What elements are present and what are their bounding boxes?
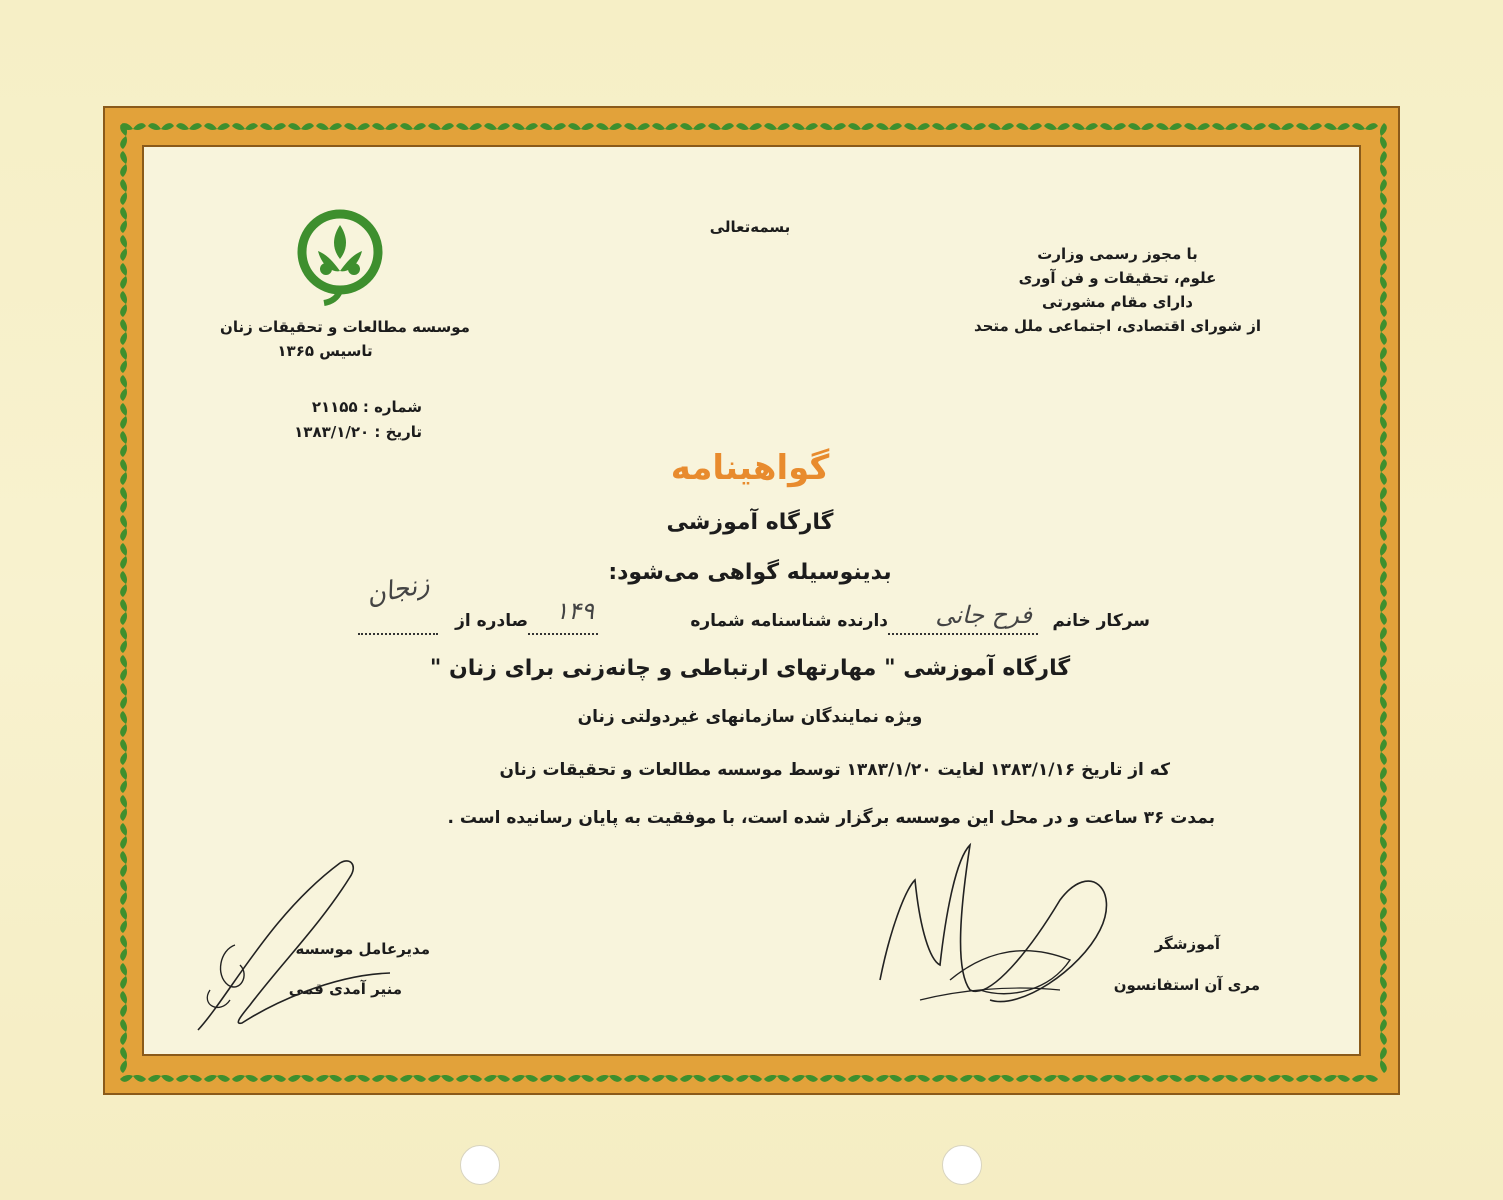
declaration-text: بدینوسیله گواهی می‌شود: — [608, 560, 892, 585]
license-line: علوم، تحقیقات و فن آوری — [1018, 269, 1217, 287]
recipient-prefix: سرکار خانم — [1052, 611, 1150, 631]
issued-from-prefix: صادره از — [455, 611, 528, 631]
recipient-name-handwritten: فرح جانی — [935, 601, 1032, 629]
right-signature-icon — [860, 840, 1120, 1030]
license-line: از شورای اقتصادی، اجتماعی ملل متحد — [973, 317, 1262, 335]
name-field-line — [888, 633, 1038, 635]
dates-line: که از تاریخ ۱۳۸۳/۱/۱۶ لغایت ۱۳۸۳/۱/۲۰ توسط موسسه مطالعات و تحقیقات زنان — [499, 760, 1170, 780]
right-signatory-role: آموزشگر — [1154, 935, 1220, 953]
certificate-title: گواهینامه — [670, 448, 830, 488]
license-line: دارای مقام مشورتی — [1042, 293, 1193, 311]
reference-number: شماره : ۲۱۱۵۵ — [311, 398, 422, 416]
leaf-emblem-icon — [290, 207, 390, 307]
left-signatory-name: منیر آمدی قمی — [288, 980, 402, 998]
place-handwritten: زنجان — [363, 568, 433, 612]
id-prefix: دارنده شناسنامه شماره — [690, 611, 888, 631]
certificate-subtitle: گارگاه آموزشی — [666, 510, 834, 535]
left-signature-icon — [190, 855, 410, 1045]
issue-date: تاریخ : ۱۳۸۳/۱/۲۰ — [294, 423, 422, 441]
duration-line: بمدت ۳۶ ساعت و در محل این موسسه برگزار شده است، با موفقیت به پایان رسانیده است . — [447, 808, 1215, 828]
id-field-line — [528, 633, 598, 635]
id-number-handwritten: ۱۴۹ — [555, 597, 594, 625]
workshop-title: گارگاه آموزشی " مهارتهای ارتباطی و چانه‌زنی برای زنان " — [429, 656, 1071, 681]
punch-hole — [460, 1145, 500, 1185]
license-line: با مجوز رسمی وزارت — [1037, 245, 1198, 263]
right-signatory-name: مری آن استفانسون — [1113, 976, 1260, 994]
invocation-text: بسمه‌تعالی — [709, 218, 791, 236]
left-signatory-role: مدیرعامل موسسه — [295, 940, 430, 958]
audience-text: ویژه نمایندگان سازمانهای غیردولتی زنان — [577, 707, 923, 727]
place-field-line — [358, 633, 438, 635]
established-text: تاسیس ۱۳۶۵ — [277, 342, 373, 360]
organization-name: موسسه مطالعات و تحقیقات زنان — [220, 318, 470, 336]
punch-hole — [942, 1145, 982, 1185]
